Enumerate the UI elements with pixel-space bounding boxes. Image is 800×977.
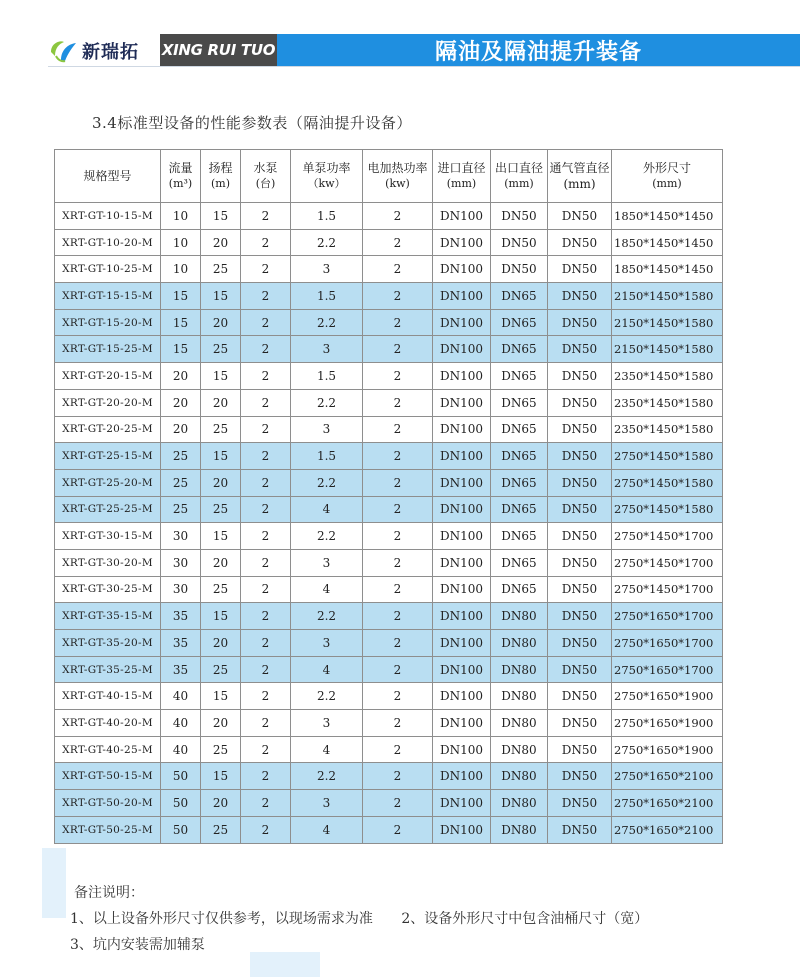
cell-flow: 30: [161, 549, 201, 576]
cell-dimensions: 2750*1450*1580: [612, 469, 723, 496]
cell-vent: DN50: [548, 523, 612, 550]
brand-logo: [48, 34, 158, 68]
cell-head: 20: [201, 549, 241, 576]
cell-model: XRT-GT-35-25-M: [55, 656, 161, 683]
spec-table-body: [55, 203, 723, 844]
cell-pump-power: 2.2: [291, 683, 363, 710]
cell-inlet: DN100: [433, 203, 491, 230]
table-row: [55, 763, 723, 790]
cell-model: XRT-GT-40-20-M: [55, 710, 161, 737]
cell-flow: 15: [161, 309, 201, 336]
logo-leaf-icon: [48, 38, 78, 64]
cell-outlet: DN65: [491, 469, 548, 496]
cell-flow: 25: [161, 496, 201, 523]
cell-inlet: DN100: [433, 443, 491, 470]
spec-table: [54, 149, 723, 844]
cell-pump-power: 1.5: [291, 363, 363, 390]
table-row: [55, 683, 723, 710]
note-item: 1、以上设备外形尺寸仅供参考，以现场需求为准: [70, 911, 373, 927]
cell-head: 15: [201, 443, 241, 470]
cell-flow: 40: [161, 736, 201, 763]
cell-pumps: 2: [241, 523, 291, 550]
cell-heater-power: 2: [363, 283, 433, 310]
col-header-outlet: 出口直径 (mm): [491, 150, 548, 203]
cell-pumps: 2: [241, 283, 291, 310]
cell-flow: 30: [161, 523, 201, 550]
cell-model: XRT-GT-10-20-M: [55, 229, 161, 256]
cell-head: 20: [201, 469, 241, 496]
cell-vent: DN50: [548, 656, 612, 683]
cell-vent: DN50: [548, 416, 612, 443]
cell-pump-power: 3: [291, 630, 363, 657]
cell-heater-power: 2: [363, 336, 433, 363]
cell-pump-power: 3: [291, 710, 363, 737]
cell-head: 20: [201, 309, 241, 336]
table-row: [55, 630, 723, 657]
cell-pumps: 2: [241, 256, 291, 283]
cell-heater-power: 2: [363, 309, 433, 336]
cell-head: 25: [201, 256, 241, 283]
cell-inlet: DN100: [433, 363, 491, 390]
cell-flow: 40: [161, 683, 201, 710]
cell-pumps: 2: [241, 576, 291, 603]
cell-inlet: DN100: [433, 523, 491, 550]
cell-head: 25: [201, 736, 241, 763]
table-row: [55, 603, 723, 630]
cell-inlet: DN100: [433, 763, 491, 790]
cell-dimensions: 2750*1450*1700: [612, 576, 723, 603]
cell-head: 20: [201, 389, 241, 416]
cell-inlet: DN100: [433, 336, 491, 363]
cell-heater-power: 2: [363, 549, 433, 576]
cell-pump-power: 3: [291, 336, 363, 363]
table-header-row: [55, 150, 723, 203]
cell-vent: DN50: [548, 389, 612, 416]
col-header-pump-power: 单泵功率 （kw）: [291, 150, 363, 203]
notes-title: 备注说明：: [74, 885, 144, 901]
cell-model: XRT-GT-25-20-M: [55, 469, 161, 496]
cell-dimensions: 1850*1450*1450: [612, 256, 723, 283]
cell-flow: 10: [161, 229, 201, 256]
cell-outlet: DN65: [491, 283, 548, 310]
cell-pump-power: 2.2: [291, 389, 363, 416]
cell-model: XRT-GT-40-25-M: [55, 736, 161, 763]
cell-outlet: DN65: [491, 309, 548, 336]
cell-head: 15: [201, 603, 241, 630]
cell-outlet: DN80: [491, 603, 548, 630]
cell-pumps: 2: [241, 416, 291, 443]
table-row: [55, 790, 723, 817]
table-row: [55, 469, 723, 496]
page-title: 隔油及隔油提升装备: [277, 34, 800, 66]
cell-dimensions: 2750*1650*1900: [612, 683, 723, 710]
cell-outlet: DN65: [491, 389, 548, 416]
table-row: [55, 363, 723, 390]
cell-model: XRT-GT-20-15-M: [55, 363, 161, 390]
cell-pump-power: 2.2: [291, 763, 363, 790]
cell-flow: 50: [161, 763, 201, 790]
cell-flow: 15: [161, 283, 201, 310]
cell-outlet: DN65: [491, 576, 548, 603]
col-header-pumps: 水泵 (台): [241, 150, 291, 203]
table-row: [55, 549, 723, 576]
table-row: [55, 336, 723, 363]
cell-pumps: 2: [241, 683, 291, 710]
cell-head: 25: [201, 656, 241, 683]
cell-heater-power: 2: [363, 710, 433, 737]
cell-pumps: 2: [241, 549, 291, 576]
cell-flow: 35: [161, 656, 201, 683]
cell-outlet: DN80: [491, 656, 548, 683]
cell-pump-power: 1.5: [291, 443, 363, 470]
cell-dimensions: 2150*1450*1580: [612, 336, 723, 363]
cell-heater-power: 2: [363, 683, 433, 710]
cell-pump-power: 2.2: [291, 523, 363, 550]
cell-pump-power: 4: [291, 576, 363, 603]
notes-section: [70, 880, 648, 958]
col-header-head: 扬程 (m): [201, 150, 241, 203]
cell-dimensions: 2350*1450*1580: [612, 363, 723, 390]
table-row: [55, 710, 723, 737]
cell-pumps: 2: [241, 229, 291, 256]
cell-heater-power: 2: [363, 523, 433, 550]
cell-heater-power: 2: [363, 469, 433, 496]
cell-outlet: DN80: [491, 683, 548, 710]
cell-vent: DN50: [548, 576, 612, 603]
cell-flow: 10: [161, 256, 201, 283]
cell-head: 15: [201, 363, 241, 390]
cell-vent: DN50: [548, 710, 612, 737]
table-row: [55, 389, 723, 416]
cell-dimensions: 2150*1450*1580: [612, 283, 723, 310]
cell-vent: DN50: [548, 363, 612, 390]
cell-vent: DN50: [548, 816, 612, 843]
cell-inlet: DN100: [433, 683, 491, 710]
cell-dimensions: 2750*1450*1580: [612, 443, 723, 470]
cell-model: XRT-GT-40-15-M: [55, 683, 161, 710]
cell-heater-power: 2: [363, 816, 433, 843]
cell-dimensions: 2750*1650*2100: [612, 816, 723, 843]
cell-dimensions: 2750*1650*1900: [612, 736, 723, 763]
cell-dimensions: 1850*1450*1450: [612, 203, 723, 230]
cell-heater-power: 2: [363, 229, 433, 256]
note-item: 2、设备外形尺寸中包含油桶尺寸（宽）: [401, 911, 649, 927]
cell-vent: DN50: [548, 736, 612, 763]
cell-model: XRT-GT-20-25-M: [55, 416, 161, 443]
cell-outlet: DN65: [491, 336, 548, 363]
cell-outlet: DN80: [491, 816, 548, 843]
cell-inlet: DN100: [433, 389, 491, 416]
cell-heater-power: 2: [363, 763, 433, 790]
cell-inlet: DN100: [433, 816, 491, 843]
cell-inlet: DN100: [433, 603, 491, 630]
cell-pumps: 2: [241, 203, 291, 230]
cell-head: 25: [201, 336, 241, 363]
cell-inlet: DN100: [433, 736, 491, 763]
cell-vent: DN50: [548, 683, 612, 710]
table-row: [55, 576, 723, 603]
cell-head: 15: [201, 523, 241, 550]
cell-pump-power: 4: [291, 656, 363, 683]
table-row: [55, 229, 723, 256]
cell-model: XRT-GT-15-20-M: [55, 309, 161, 336]
cell-model: XRT-GT-50-20-M: [55, 790, 161, 817]
cell-heater-power: 2: [363, 363, 433, 390]
cell-outlet: DN80: [491, 763, 548, 790]
cell-pump-power: 3: [291, 416, 363, 443]
cell-flow: 40: [161, 710, 201, 737]
table-row: [55, 656, 723, 683]
col-header-model: 规格型号: [55, 150, 161, 203]
cell-model: XRT-GT-10-15-M: [55, 203, 161, 230]
cell-dimensions: 2350*1450*1580: [612, 389, 723, 416]
table-row: [55, 203, 723, 230]
cell-inlet: DN100: [433, 229, 491, 256]
logo-text: 新瑞拓: [82, 42, 139, 63]
cell-heater-power: 2: [363, 256, 433, 283]
cell-pumps: 2: [241, 630, 291, 657]
cell-outlet: DN50: [491, 256, 548, 283]
header-divider: [48, 66, 800, 67]
cell-pumps: 2: [241, 710, 291, 737]
cell-outlet: DN65: [491, 523, 548, 550]
cell-heater-power: 2: [363, 443, 433, 470]
cell-pump-power: 4: [291, 496, 363, 523]
cell-outlet: DN65: [491, 496, 548, 523]
cell-head: 25: [201, 816, 241, 843]
cell-pumps: 2: [241, 790, 291, 817]
cell-outlet: DN50: [491, 229, 548, 256]
cell-dimensions: 2750*1450*1700: [612, 549, 723, 576]
cell-pumps: 2: [241, 736, 291, 763]
cell-vent: DN50: [548, 630, 612, 657]
col-header-flow: 流量 (m³): [161, 150, 201, 203]
cell-model: XRT-GT-50-25-M: [55, 816, 161, 843]
cell-vent: DN50: [548, 229, 612, 256]
table-row: [55, 736, 723, 763]
cell-pumps: 2: [241, 389, 291, 416]
cell-flow: 20: [161, 416, 201, 443]
cell-pump-power: 2.2: [291, 603, 363, 630]
cell-vent: DN50: [548, 603, 612, 630]
cell-model: XRT-GT-50-15-M: [55, 763, 161, 790]
cell-flow: 50: [161, 816, 201, 843]
cell-model: XRT-GT-20-20-M: [55, 389, 161, 416]
cell-inlet: DN100: [433, 656, 491, 683]
cell-outlet: DN65: [491, 363, 548, 390]
decor-block-left: [42, 848, 66, 918]
cell-inlet: DN100: [433, 630, 491, 657]
cell-dimensions: 2750*1650*1900: [612, 710, 723, 737]
cell-flow: 20: [161, 363, 201, 390]
cell-heater-power: 2: [363, 389, 433, 416]
cell-flow: 25: [161, 469, 201, 496]
cell-inlet: DN100: [433, 469, 491, 496]
cell-pump-power: 2.2: [291, 309, 363, 336]
cell-vent: DN50: [548, 496, 612, 523]
page-header: [0, 30, 800, 72]
cell-vent: DN50: [548, 790, 612, 817]
cell-dimensions: 2350*1450*1580: [612, 416, 723, 443]
cell-flow: 35: [161, 603, 201, 630]
cell-pump-power: 2.2: [291, 469, 363, 496]
section-title: 3.4标准型设备的性能参数表（隔油提升设备）: [92, 114, 412, 132]
cell-vent: DN50: [548, 256, 612, 283]
cell-pumps: 2: [241, 363, 291, 390]
cell-pump-power: 4: [291, 736, 363, 763]
cell-head: 15: [201, 283, 241, 310]
cell-model: XRT-GT-15-15-M: [55, 283, 161, 310]
cell-vent: DN50: [548, 283, 612, 310]
cell-vent: DN50: [548, 203, 612, 230]
cell-pump-power: 2.2: [291, 229, 363, 256]
cell-inlet: DN100: [433, 256, 491, 283]
cell-head: 25: [201, 576, 241, 603]
cell-vent: DN50: [548, 763, 612, 790]
cell-heater-power: 2: [363, 790, 433, 817]
cell-pump-power: 3: [291, 549, 363, 576]
cell-dimensions: 1850*1450*1450: [612, 229, 723, 256]
cell-pump-power: 4: [291, 816, 363, 843]
cell-pumps: 2: [241, 603, 291, 630]
cell-heater-power: 2: [363, 656, 433, 683]
cell-inlet: DN100: [433, 309, 491, 336]
cell-dimensions: 2750*1450*1580: [612, 496, 723, 523]
cell-pumps: 2: [241, 309, 291, 336]
col-header-vent: 通气管直径(mm): [548, 150, 612, 203]
cell-model: XRT-GT-30-15-M: [55, 523, 161, 550]
cell-inlet: DN100: [433, 576, 491, 603]
note-item: 3、坑内安装需加辅泵: [70, 937, 205, 953]
cell-model: XRT-GT-35-15-M: [55, 603, 161, 630]
cell-model: XRT-GT-35-20-M: [55, 630, 161, 657]
cell-heater-power: 2: [363, 576, 433, 603]
cell-pumps: 2: [241, 336, 291, 363]
cell-inlet: DN100: [433, 710, 491, 737]
cell-pumps: 2: [241, 469, 291, 496]
cell-pump-power: 1.5: [291, 203, 363, 230]
cell-model: XRT-GT-15-25-M: [55, 336, 161, 363]
cell-vent: DN50: [548, 469, 612, 496]
cell-head: 15: [201, 763, 241, 790]
cell-flow: 25: [161, 443, 201, 470]
cell-pumps: 2: [241, 656, 291, 683]
cell-vent: DN50: [548, 549, 612, 576]
table-row: [55, 523, 723, 550]
table-row: [55, 283, 723, 310]
cell-head: 15: [201, 683, 241, 710]
cell-head: 20: [201, 229, 241, 256]
cell-outlet: DN80: [491, 630, 548, 657]
cell-pump-power: 3: [291, 256, 363, 283]
cell-dimensions: 2750*1650*1700: [612, 603, 723, 630]
cell-head: 20: [201, 710, 241, 737]
cell-vent: DN50: [548, 309, 612, 336]
cell-pumps: 2: [241, 816, 291, 843]
cell-flow: 20: [161, 389, 201, 416]
cell-heater-power: 2: [363, 416, 433, 443]
cell-model: XRT-GT-25-25-M: [55, 496, 161, 523]
cell-pumps: 2: [241, 496, 291, 523]
table-row: [55, 416, 723, 443]
cell-flow: 35: [161, 630, 201, 657]
cell-vent: DN50: [548, 443, 612, 470]
cell-vent: DN50: [548, 336, 612, 363]
cell-dimensions: 2750*1450*1700: [612, 523, 723, 550]
cell-outlet: DN65: [491, 443, 548, 470]
cell-heater-power: 2: [363, 203, 433, 230]
cell-inlet: DN100: [433, 790, 491, 817]
cell-flow: 15: [161, 336, 201, 363]
col-header-heater-power: 电加热功率 (kw): [363, 150, 433, 203]
cell-pumps: 2: [241, 763, 291, 790]
table-row: [55, 496, 723, 523]
cell-dimensions: 2750*1650*1700: [612, 630, 723, 657]
cell-outlet: DN50: [491, 203, 548, 230]
cell-outlet: DN80: [491, 710, 548, 737]
cell-inlet: DN100: [433, 496, 491, 523]
cell-heater-power: 2: [363, 603, 433, 630]
cell-outlet: DN80: [491, 790, 548, 817]
cell-inlet: DN100: [433, 416, 491, 443]
cell-pump-power: 3: [291, 790, 363, 817]
cell-inlet: DN100: [433, 283, 491, 310]
col-header-dimensions: 外形尺寸 (mm): [612, 150, 723, 203]
cell-pump-power: 1.5: [291, 283, 363, 310]
cell-head: 15: [201, 203, 241, 230]
cell-outlet: DN80: [491, 736, 548, 763]
cell-heater-power: 2: [363, 630, 433, 657]
cell-outlet: DN65: [491, 549, 548, 576]
cell-dimensions: 2750*1650*2100: [612, 763, 723, 790]
cell-flow: 30: [161, 576, 201, 603]
table-row: [55, 309, 723, 336]
cell-model: XRT-GT-10-25-M: [55, 256, 161, 283]
cell-outlet: DN65: [491, 416, 548, 443]
cell-head: 20: [201, 630, 241, 657]
cell-model: XRT-GT-30-20-M: [55, 549, 161, 576]
cell-dimensions: 2750*1650*2100: [612, 790, 723, 817]
table-row: [55, 443, 723, 470]
cell-inlet: DN100: [433, 549, 491, 576]
brand-name-box: XING RUI TUO: [160, 34, 277, 66]
cell-pumps: 2: [241, 443, 291, 470]
cell-model: XRT-GT-30-25-M: [55, 576, 161, 603]
cell-heater-power: 2: [363, 736, 433, 763]
cell-dimensions: 2750*1650*1700: [612, 656, 723, 683]
cell-head: 25: [201, 496, 241, 523]
table-row: [55, 256, 723, 283]
cell-head: 25: [201, 416, 241, 443]
table-row: [55, 816, 723, 843]
col-header-inlet: 进口直径 (mm): [433, 150, 491, 203]
cell-head: 20: [201, 790, 241, 817]
cell-model: XRT-GT-25-15-M: [55, 443, 161, 470]
cell-flow: 50: [161, 790, 201, 817]
cell-heater-power: 2: [363, 496, 433, 523]
cell-flow: 10: [161, 203, 201, 230]
cell-dimensions: 2150*1450*1580: [612, 309, 723, 336]
